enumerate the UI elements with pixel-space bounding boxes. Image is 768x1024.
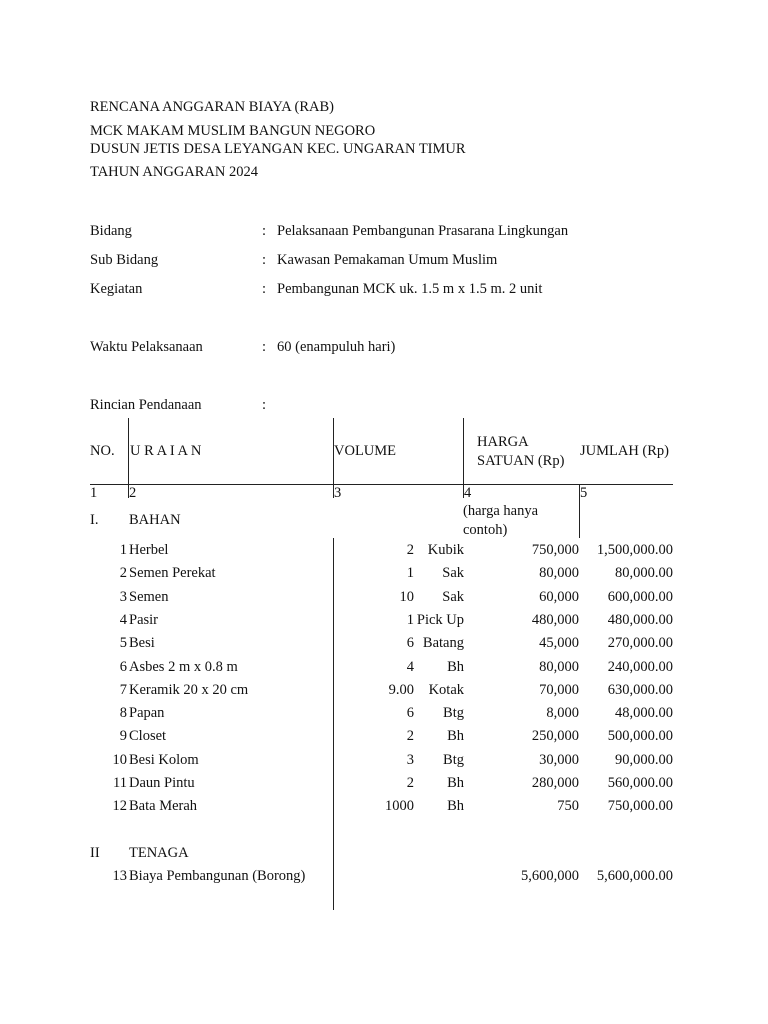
row-qty: 2 [406,542,414,558]
row-uraian: Daun Pintu [129,775,195,791]
row-harga: 480,000 [531,612,579,628]
row-unit: Sak [442,589,464,605]
budget-year: TAHUN ANGGARAN 2024 [90,164,259,180]
row-harga: 80,000 [539,565,579,581]
header-uraian: U R A I A N [130,443,202,459]
row-jumlah: 600,000.00 [607,589,673,605]
doc-title: RENCANA ANGGARAN BIAYA (RAB) [90,99,334,115]
header-jumlah: JUMLAH (Rp) [580,443,670,459]
row-qty: 1 [406,565,414,581]
row-uraian: Keramik 20 x 20 cm [129,682,249,698]
row-unit: Bh [447,775,464,791]
row-qty: 9.00 [388,682,414,698]
row-unit: Btg [443,705,464,721]
row-jumlah: 48,000.00 [615,705,673,721]
info-label: Waktu Pelaksanaan [90,339,203,355]
header-harga-line2: SATUAN (Rp) [477,453,565,469]
row-uraian: Pasir [129,612,158,628]
row-harga: 60,000 [539,589,579,605]
info-label: Bidang [90,223,132,239]
row-qty: 10 [399,589,414,605]
project-name: MCK MAKAM MUSLIM BANGUN NEGORO [90,123,376,139]
info-value: 60 (enampuluh hari) [277,339,396,355]
row-unit: Batang [422,635,464,651]
row-jumlah: 500,000.00 [607,728,673,744]
row-uraian: Biaya Pembangunan (Borong) [129,868,306,884]
info-value: Pelaksanaan Pembangunan Prasarana Lingkungan [277,223,569,239]
info-label: Rincian Pendanaan [90,397,202,413]
row-uraian: Herbel [129,542,169,558]
row-harga: 250,000 [531,728,579,744]
row-qty: 6 [406,635,414,651]
col-number: 4 [464,485,472,501]
row-qty: 6 [406,705,414,721]
row-harga: 280,000 [531,775,579,791]
row-jumlah: 630,000.00 [607,682,673,698]
row-no: 9 [119,728,127,744]
row-no: 13 [112,868,127,884]
price-note-line1: (harga hanya [463,503,539,519]
row-qty: 2 [406,775,414,791]
info-sep: : [262,223,267,239]
price-note-line2: contoh) [463,522,508,538]
row-no: 12 [112,798,127,814]
info-value: Pembangunan MCK uk. 1.5 m x 1.5 m. 2 unit [277,281,543,297]
row-no: 7 [119,682,127,698]
row-qty: 4 [406,659,414,675]
row-harga: 70,000 [539,682,579,698]
section-title: TENAGA [129,845,189,861]
row-unit: Bh [447,728,464,744]
header-harga-line1: HARGA [477,434,529,450]
row-jumlah: 80,000.00 [615,565,673,581]
row-unit: Kubik [427,542,464,558]
row-uraian: Bata Merah [129,798,198,814]
row-uraian: Besi [129,635,155,651]
col-number: 5 [580,485,588,501]
row-no: 8 [119,705,127,721]
row-harga: 80,000 [539,659,579,675]
row-no: 10 [112,752,127,768]
row-no: 6 [119,659,127,675]
row-harga: 750,000 [531,542,579,558]
info-sep: : [262,281,267,297]
row-qty: 1000 [385,798,414,814]
info-label: Sub Bidang [90,252,159,268]
row-no: 1 [119,542,127,558]
row-harga: 5,600,000 [521,868,579,884]
col-number: 2 [129,485,137,501]
info-sep: : [262,339,267,355]
header-volume: VOLUME [334,443,397,459]
row-jumlah: 1,500,000.00 [596,542,673,558]
row-uraian: Semen Perekat [129,565,216,581]
col-number: 3 [334,485,342,501]
header-no: NO. [90,443,115,459]
row-qty: 1 [406,612,414,628]
row-jumlah: 270,000.00 [607,635,673,651]
row-uraian: Besi Kolom [129,752,199,768]
row-no: 2 [119,565,127,581]
info-sep: : [262,397,267,413]
row-jumlah: 240,000.00 [607,659,673,675]
info-value: Kawasan Pemakaman Umum Muslim [277,252,498,268]
row-jumlah: 5,600,000.00 [596,868,673,884]
row-unit: Btg [443,752,464,768]
row-unit: Bh [447,659,464,675]
row-no: 11 [113,775,127,791]
row-jumlah: 480,000.00 [607,612,673,628]
row-unit: Pick Up [416,612,464,628]
section-roman: I. [90,512,99,528]
section-roman: II [90,845,100,861]
row-jumlah: 750,000.00 [607,798,673,814]
row-harga: 8,000 [546,705,579,721]
row-qty: 2 [406,728,414,744]
row-uraian: Papan [129,705,165,721]
row-harga: 750 [557,798,579,814]
row-no: 3 [119,589,127,605]
info-sep: : [262,252,267,268]
row-qty: 3 [406,752,414,768]
row-uraian: Closet [129,728,167,744]
row-unit: Bh [447,798,464,814]
row-unit: Sak [442,565,464,581]
row-harga: 45,000 [539,635,579,651]
row-jumlah: 90,000.00 [615,752,673,768]
project-location: DUSUN JETIS DESA LEYANGAN KEC. UNGARAN TIMUR [90,141,466,157]
row-unit: Kotak [428,682,464,698]
row-uraian: Semen [129,589,169,605]
col-divider-volume-body [333,538,334,910]
row-uraian: Asbes 2 m x 0.8 m [129,659,238,675]
section-title: BAHAN [129,512,181,528]
row-jumlah: 560,000.00 [607,775,673,791]
row-harga: 30,000 [539,752,579,768]
col-number: 1 [90,485,98,501]
row-no: 4 [119,612,127,628]
row-no: 5 [119,635,127,651]
info-label: Kegiatan [90,281,143,297]
